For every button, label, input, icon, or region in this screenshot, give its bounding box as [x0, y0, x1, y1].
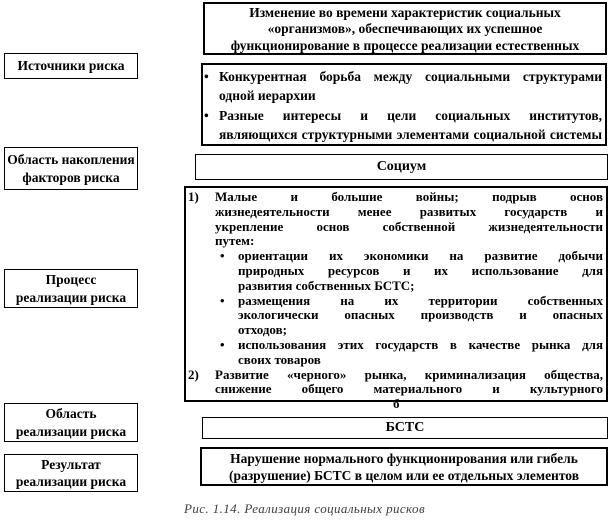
numbered-item-text [215, 368, 603, 398]
list-item-text [219, 107, 602, 144]
box-label-line: Область [45, 406, 97, 421]
figure-caption: Рис. 1.14. Реализация социальных рисков [184, 501, 425, 516]
risk-realization-area-box [4, 403, 138, 442]
box-label: Источники риска [17, 58, 125, 73]
header-line: функционирование в процессе реализации естественных [230, 37, 580, 53]
socium-label: Социум [376, 159, 427, 174]
text-line: жизнедеятельности менее развитых государств и [215, 203, 603, 219]
text-line: отходов; [238, 322, 287, 338]
clipped-text-fragment: б [393, 396, 400, 411]
bullet-icon: • [220, 292, 225, 308]
list-item-text [219, 68, 602, 105]
bullet-icon: • [220, 248, 225, 264]
bsts-label: БСТС [385, 420, 425, 435]
result-line: Нарушение нормального функционирования или гибель [230, 451, 578, 466]
socium-box [195, 154, 608, 180]
text-line: Конкурентная борьба между социальными структурами [219, 69, 602, 84]
risk-process-box [184, 186, 608, 411]
sub-item-text [238, 294, 603, 338]
header-line: Изменение во времени характеристик социальных [249, 5, 561, 20]
numbered-item-text [215, 190, 603, 249]
list-item [204, 107, 602, 144]
sub-bullet-item [220, 338, 603, 368]
numbered-item [188, 368, 603, 398]
sub-bullet-item [220, 249, 603, 293]
text-line: размещения на их территории собственных [238, 292, 603, 308]
risk-result-box [200, 447, 608, 486]
text-line: Малые и большие войны; подрыв основ [215, 189, 603, 204]
bullet-icon: • [220, 336, 225, 352]
list-item [204, 68, 602, 105]
box-label-line: факторов риска [22, 170, 120, 185]
item-number: 2) [188, 366, 199, 382]
text-line: снижение общего материального и культурного [215, 381, 603, 397]
box-label-line: реализации риска [15, 474, 127, 489]
bsts-box [202, 417, 608, 439]
box-label-line: реализации риска [15, 289, 127, 305]
text-line: природных ресурсов и их использование для [238, 262, 603, 278]
numbered-item [188, 190, 603, 249]
text-line: путем: [215, 233, 255, 249]
sub-item-text [238, 249, 603, 293]
box-label-line: реализации риска [15, 423, 127, 439]
factor-accumulation-area-box [4, 147, 138, 190]
text-line: укрепление основ собственной жизнедеятельности [215, 218, 603, 234]
bullet-icon: • [204, 108, 209, 123]
header-line: «организмов», обеспечивающих их успешное [267, 21, 543, 37]
text-line: одной иерархии [219, 87, 316, 103]
natural-change-header-box [203, 2, 607, 55]
item-number: 1) [188, 189, 199, 204]
sub-bullet-item [220, 294, 603, 338]
text-line: экологически опасных производств и опасных [238, 307, 603, 323]
text-line: своих товаров [238, 351, 321, 367]
text-line: ориентации их экономики на развитие добычи [238, 248, 603, 264]
sub-item-text [238, 338, 603, 368]
box-label-line: Результат [41, 457, 101, 472]
box-label-line: Процесс [45, 272, 97, 287]
text-line: использования этих государств в качестве рынка для [238, 336, 603, 352]
text-line: Развитие «черного» рынка, криминализация общества, [215, 366, 603, 382]
risk-factors-box [201, 63, 607, 146]
risk-realization-result-box [4, 454, 138, 492]
result-line: (разрушение) БСТС в целом или ее отдельных элементов [229, 468, 579, 483]
text-line: развития собственных БСТС; [238, 277, 415, 293]
risk-realization-process-box [4, 269, 138, 308]
box-label-line: Область накопления [7, 152, 135, 167]
text-line: Разные интересы и цели социальных институтов, [219, 108, 602, 123]
text-line: являющихся структурными элементами социальной системы [219, 126, 602, 142]
risk-sources-box [4, 53, 138, 79]
bullet-icon: • [204, 69, 209, 84]
